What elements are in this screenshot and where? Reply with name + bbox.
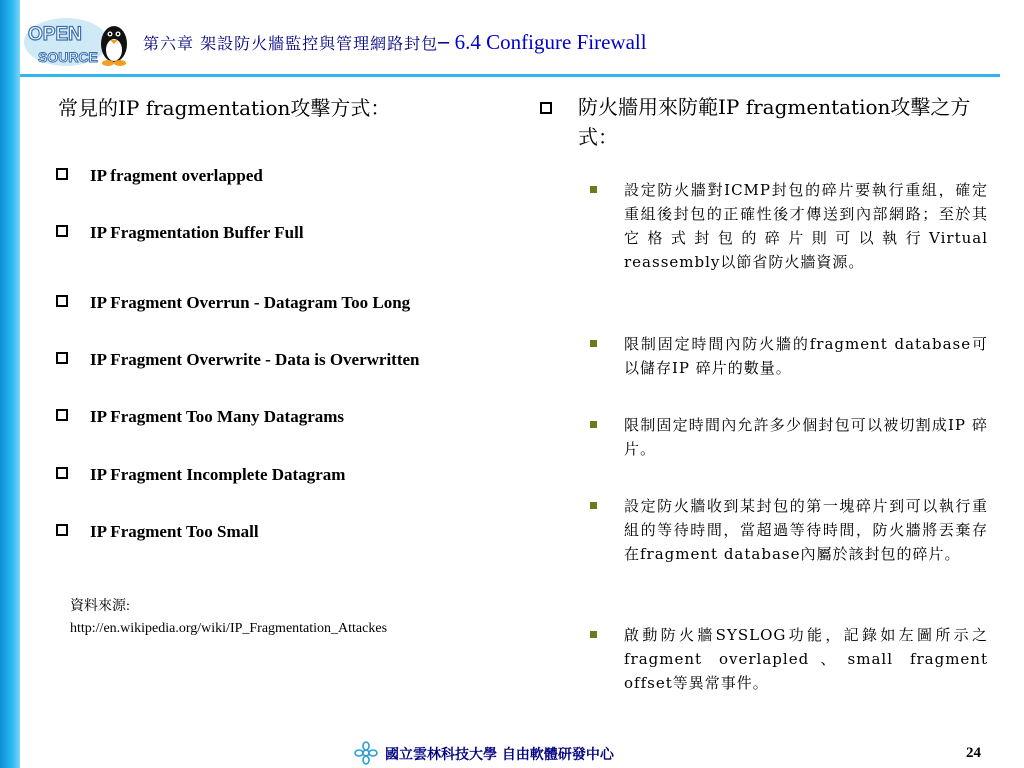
university-emblem-icon: [354, 741, 378, 765]
open-source-logo: [22, 12, 134, 72]
square-bullet-icon: [590, 502, 597, 509]
source-url: http://en.wikipedia.org/wiki/IP_Fragmentation_Attackes: [70, 621, 388, 636]
hollow-square-bullet-icon: [56, 467, 68, 479]
list-item: [56, 407, 344, 427]
square-bullet-icon: [590, 631, 597, 638]
list-item: [56, 350, 420, 370]
defense-item-text: 設定防火牆對ICMP封包的碎片要執行重組，確定重組後封包的正確性後才傳送到內部網路；至於其它格式封包的碎片則可以執行Virtual reassembly以節省防火牆資源。: [624, 181, 988, 271]
svg-text:OPEN: OPEN: [28, 24, 82, 45]
chapter-title: 第六章 架設防火牆監控與管理網路封包: [143, 34, 439, 53]
hollow-square-bullet-icon: [56, 168, 68, 180]
list-item: [56, 293, 410, 313]
attack-methods-heading: 常見的IP fragmentation攻擊方式：: [58, 96, 391, 120]
defense-item-text: 限制固定時間內防火牆的fragment database可以儲存IP 碎片的數量。: [624, 335, 988, 377]
hollow-square-bullet-icon: [56, 524, 68, 536]
hollow-square-bullet-icon: [56, 225, 68, 237]
page-number: 24: [966, 745, 981, 761]
defense-item-text: 啟動防火牆SYSLOG功能，記錄如左圖所示之fragment overlapled、small fragment offset等異常事件。: [624, 626, 988, 692]
slide-header: [143, 30, 647, 55]
list-item: [590, 332, 988, 380]
hollow-square-bullet-icon: [56, 352, 68, 364]
defense-heading-text: 防火牆用來防範IP fragmentation攻擊之方式：: [578, 95, 971, 149]
defense-item-text: 限制固定時間內允許多少個封包可以被切割成IP 碎片。: [624, 416, 988, 458]
title-dash: ─: [438, 33, 449, 54]
defense-item-text: 設定防火牆收到某封包的第一塊碎片到可以執行重組的等待時間，當超過等待時間，防火牆將丟棄存在fragment database內屬於該封包的碎片。: [624, 497, 988, 563]
hollow-square-bullet-icon: [540, 102, 552, 114]
square-bullet-icon: [590, 340, 597, 347]
defense-methods-heading: [540, 92, 990, 152]
source-label: 資料來源:: [70, 599, 130, 614]
list-item: [56, 166, 263, 186]
attack-item-label: IP Fragment Overwrite - Data is Overwritten: [90, 350, 420, 369]
left-accent-bar: [0, 0, 20, 768]
list-item: [56, 522, 259, 542]
square-bullet-icon: [590, 421, 597, 428]
hollow-square-bullet-icon: [56, 409, 68, 421]
list-item: [590, 178, 988, 274]
attack-item-label: IP Fragmentation Buffer Full: [90, 223, 304, 242]
list-item: [590, 413, 988, 461]
footer-organization: 國立雲林科技大學 自由軟體研發中心: [385, 747, 614, 763]
attack-item-label: IP fragment overlapped: [90, 166, 263, 185]
source-citation: [70, 596, 387, 640]
svg-text:SOURCE: SOURCE: [38, 49, 98, 65]
list-item: [56, 465, 345, 485]
list-item: [590, 494, 988, 566]
list-item: [590, 623, 988, 695]
hollow-square-bullet-icon: [56, 295, 68, 307]
section-title: 6.4 Configure Firewall: [454, 30, 647, 54]
attack-item-label: IP Fragment Overrun - Datagram Too Long: [90, 293, 411, 312]
list-item: [56, 223, 304, 243]
header-divider: [20, 74, 1000, 77]
attack-item-label: IP Fragment Too Small: [90, 522, 259, 541]
attack-item-label: IP Fragment Incomplete Datagram: [90, 465, 346, 484]
square-bullet-icon: [590, 186, 597, 193]
attack-item-label: IP Fragment Too Many Datagrams: [90, 407, 345, 426]
